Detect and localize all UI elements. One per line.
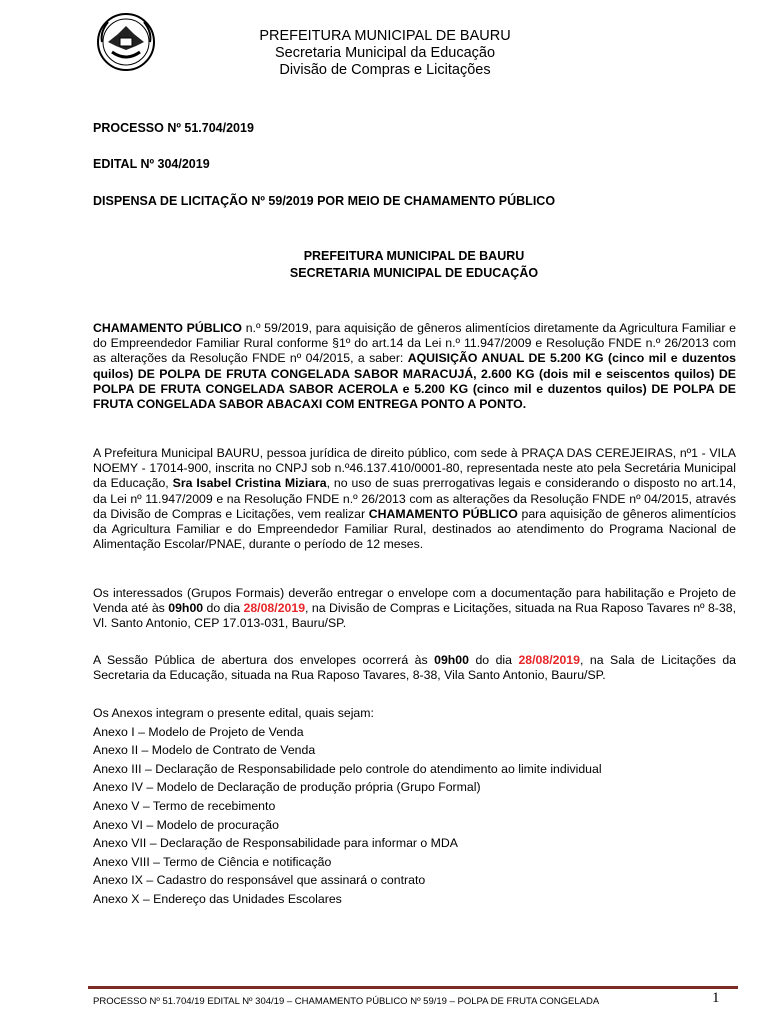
p2-text-e: para aquisição de gêneros alimentícios da Agricultura Familiar e do Empreendedor Familiar Rural, destinados ao atendimento do Programa Nacional de Alimentação Escolar/PNAE, durante o período de 12 meses. bbox=[93, 506, 736, 552]
p3-text-a: Os interessados (Grupos Formais) deverão entregar o envelope com a documentação para habilitação e Projeto de Venda até às bbox=[93, 586, 736, 616]
p4-time: 09h00 bbox=[434, 653, 469, 667]
p1-object: AQUISIÇÃO ANUAL DE 5.200 KG (cinco mil e duzentos quilos) DE POLPA DE FRUTA CONGELADA SABOR MARACUJÁ, 2.600 KG (dois mil e seiscentos quilos) DE POLPA DE FRUTA CONGELADA SABOR ACEROLA e 5.200 KG (cinco mil e duzentos quilos) DE POLPA DE FRUTA CONGELADA SABOR ABACAXI COM ENTREGA PONTO A PONTO. bbox=[93, 351, 736, 412]
p3-time: 09h00 bbox=[168, 601, 204, 616]
annex-item: Anexo IX – Cadastro do responsável que assinará o contrato bbox=[93, 873, 426, 888]
paragraph-chamamento bbox=[93, 321, 736, 412]
p3-text-e: , na Divisão de Compras e Licitações, situada na Rua Raposo Tavares nº 8-38, Vl. Santo Antonio, CEP 17.013-031, Bauru/SP. bbox=[93, 601, 736, 631]
p2-chamamento: CHAMAMENTO PÚBLICO bbox=[368, 506, 518, 521]
municipal-seal-icon bbox=[96, 12, 156, 72]
paragraph-interessados bbox=[93, 586, 736, 632]
processo-number: PROCESSO Nº 51.704/2019 bbox=[93, 121, 254, 135]
dispensa-title: DISPENSA DE LICITAÇÃO Nº 59/2019 POR MEIO DE CHAMAMENTO PÚBLICO bbox=[93, 194, 556, 208]
paragraph-sessao bbox=[93, 653, 736, 683]
p4-text-c: do dia bbox=[468, 653, 519, 667]
annex-item: Anexo VI – Modelo de procuração bbox=[93, 817, 279, 832]
p3-text-c: do dia bbox=[203, 601, 244, 616]
p4-date: 28/08/2019 bbox=[518, 653, 580, 667]
footer-divider bbox=[88, 986, 738, 989]
header-secretaria: Secretaria Municipal da Educação bbox=[274, 45, 496, 61]
p3-date: 28/08/2019 bbox=[243, 601, 306, 616]
annex-item: Anexo IV – Modelo de Declaração de produção própria (Grupo Formal) bbox=[93, 780, 481, 795]
footer-text: PROCESSO Nº 51.704/19 EDITAL Nº 304/19 – CHAMAMENTO PÚBLICO Nº 59/19 – POLPA DE FRUTA CONGELADA bbox=[93, 996, 600, 1007]
p2-text-c: , no uso de suas prerrogativas legais e considerando o disposto no art.14, da Lei nº 11.947/2009 e na Resolução FNDE n.º 26/2013 com as alterações da Resolução FNDE nº 04/2015, através da Divisão de Compras e Licitações, vem realizar bbox=[93, 476, 736, 521]
annex-item: Anexo III – Declaração de Responsabilidade pelo controle do atendimento ao limite individual bbox=[93, 761, 602, 776]
chamamento-label: CHAMAMENTO PÚBLICO bbox=[93, 321, 242, 335]
subtitle-prefeitura: PREFEITURA MUNICIPAL DE BAURU bbox=[303, 249, 525, 263]
subtitle-secretaria: SECRETARIA MUNICIPAL DE EDUCAÇÃO bbox=[289, 266, 539, 280]
edital-number: EDITAL Nº 304/2019 bbox=[93, 157, 210, 171]
p4-text-e: , na Sala de Licitações da Secretaria da Educação, situada na Rua Raposo Tavares, 8-38, Vila Santo Antonio, Bauru/SP. bbox=[93, 653, 736, 683]
annex-item: Anexo X – Endereço das Unidades Escolares bbox=[93, 891, 342, 906]
annex-item: Anexo VIII – Termo de Ciência e notificação bbox=[93, 854, 332, 869]
annex-item: Anexo I – Modelo de Projeto de Venda bbox=[93, 724, 304, 739]
annex-item: Anexo II – Modelo de Contrato de Venda bbox=[93, 743, 316, 758]
header-divisao: Divisão de Compras e Licitações bbox=[279, 62, 491, 78]
page-number: 1 bbox=[712, 990, 720, 1006]
p2-secretaria-name: Sra Isabel Cristina Miziara bbox=[172, 476, 327, 491]
annex-list bbox=[93, 704, 602, 909]
paragraph-prefeitura bbox=[93, 446, 736, 552]
p2-text-a: A Prefeitura Municipal BAURU, pessoa jurídica de direito público, com sede à PRAÇA DAS CEREJEIRAS, nº1 - VILA NOEMY - 17014-900, inscrita no CNPJ sob n.º46.137.410/0001-80, representada neste ato pela Secretária Municipal da Educação, bbox=[93, 446, 736, 491]
annex-intro: Os Anexos integram o presente edital, quais sejam: bbox=[93, 706, 374, 720]
annex-item: Anexo V – Termo de recebimento bbox=[93, 798, 276, 813]
p4-text-a: A Sessão Pública de abertura dos envelopes ocorrerá às bbox=[93, 653, 435, 667]
p1-text: n.º 59/2019, para aquisição de gêneros alimentícios diretamente da Agricultura Familiar e do Empreendedor Familiar Rural conforme §1º do art.14 da Lei n.º 11.947/2009 e Resolução FNDE n.º 26/2013 com as alterações da Resolução FNDE nº 04/2015, a saber: bbox=[93, 321, 736, 366]
header-title: PREFEITURA MUNICIPAL DE BAURU bbox=[259, 28, 511, 44]
annex-item: Anexo VII – Declaração de Responsabilidade para informar o MDA bbox=[93, 836, 459, 851]
